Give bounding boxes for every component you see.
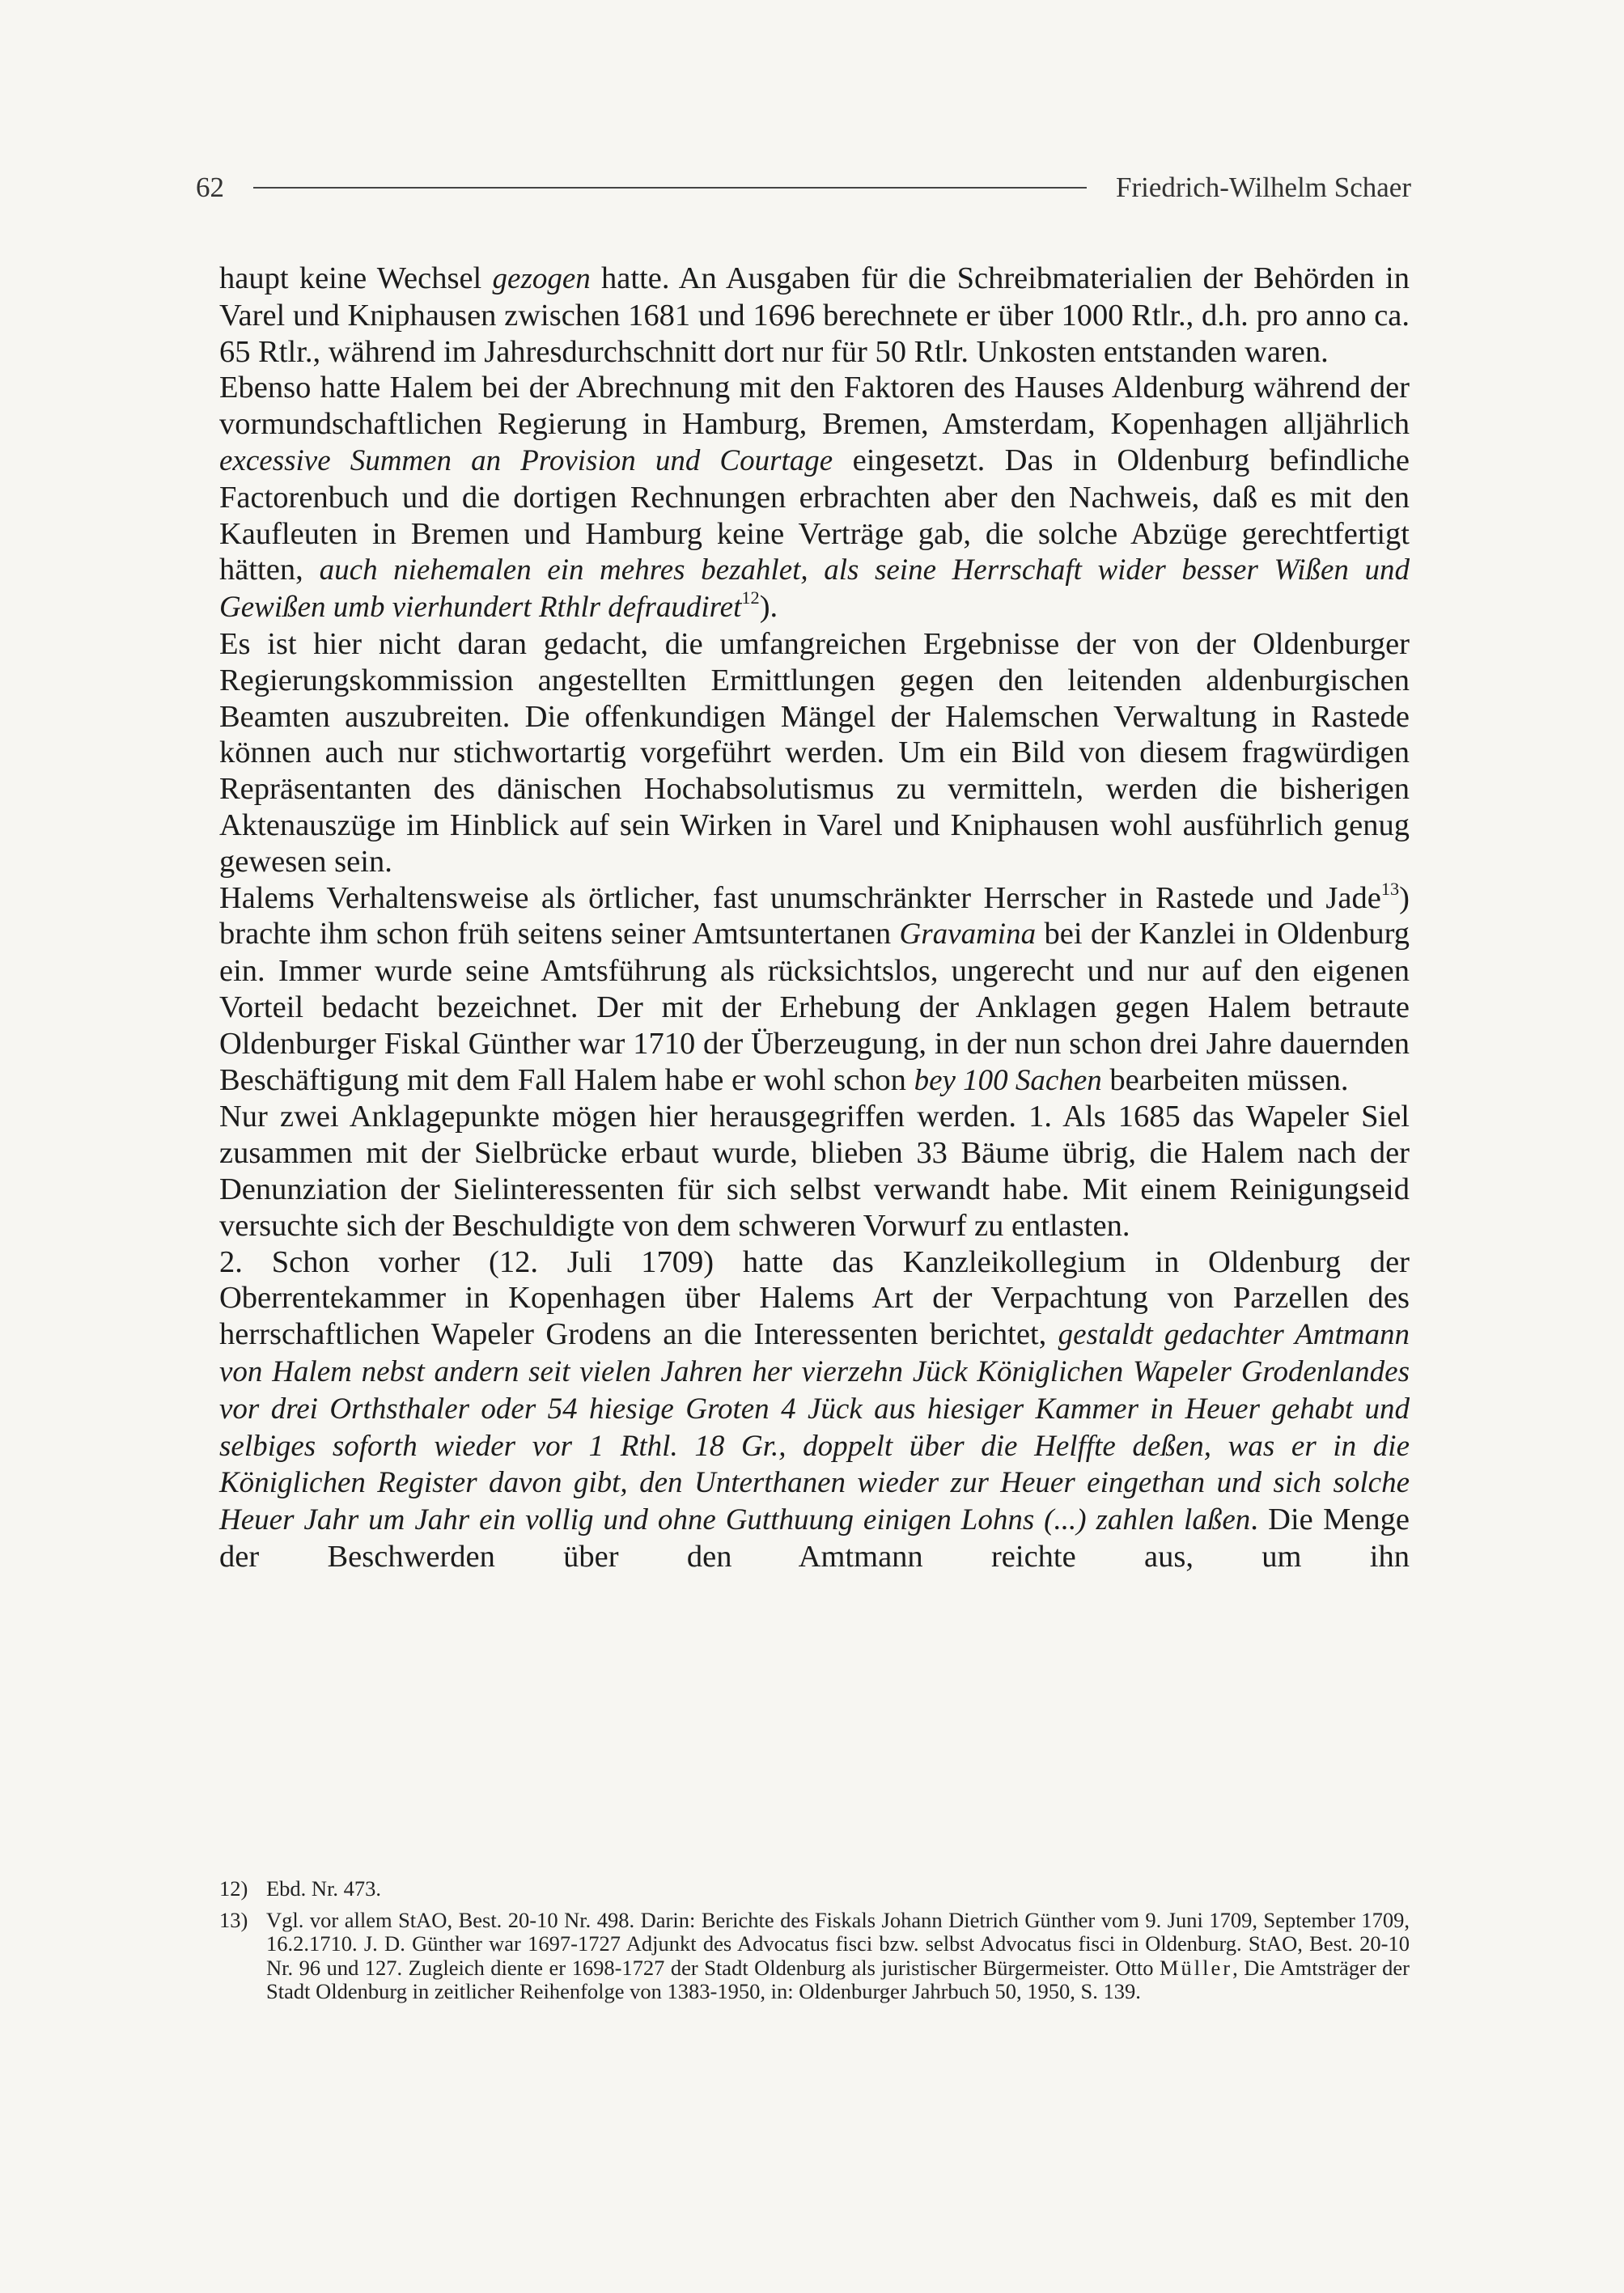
text-run: eingesetzt. Das in Oldenburg befindliche Factorenbuch und die dortigen Rechnungen erbrachten aber den Nachweis, daß es mit den Kaufleuten in Bremen und Hamburg keine Verträge gab, die solche Abzüge gerechtfertigt hätten, (219, 443, 1410, 587)
text-run: hatte. An Ausgaben für die Schreibmaterialien der Behörden in Varel und Kniphausen zwischen 1681 und 1696 berechnete er über 1000 Rtlr., d.h. pro anno ca. 65 Rtlr., während im Jahresdurchschnitt dort nur für 50 Rtlr. Unkosten entstanden waren. (219, 261, 1410, 369)
paragraph-1 (219, 261, 1410, 370)
footnote-13 (219, 1909, 1410, 2004)
italic-quote: gestaldt gedachter Amtmann von Halem nebst andern seit vielen Jahren her vierzehn Jück Königlichen Wapeler Grodenlandes vor drei Orthsthaler oder 54 hiesige Groten 4 Jück aus hiesiger Kammer in Heuer gehabt und selbiges soforth wieder vor 1 Rthl. 18 Gr., doppelt über die Helffte deßen, was er in die Königlichen Register davon gibt, den Unterthanen wieder zur Heuer eingethan und sich solche Heuer Jahr um Jahr ein vollig und ohne Gutthuung einigen Lohns (...) zahlen laßen (219, 1318, 1410, 1537)
paragraph-3: Es ist hier nicht daran gedacht, die umfangreichen Ergebnisse der von der Oldenburger Regierungskommission angestellten Ermittlungen gegen den leitenden aldenburgischen Beamten auszubreiten. Die offenkundigen Mängel der Halemschen Verwaltung in Rastede können auch nur stichwortartig vorgeführt werden. Um ein Bild von diesem fragwürdigen Repräsentanten des dänischen Hochabsolutismus zu vermitteln, werden die bisherigen Aktenauszüge im Hinblick auf sein Wirken in Varel und Kniphausen wohl ausführlich genug gewesen sein. (219, 626, 1410, 879)
footnote-number: 13) (219, 1907, 248, 1932)
text-run: ) brachte ihm schon früh seitens seiner Amtsuntertanen (219, 880, 1410, 952)
author-name-spaced: Müller (1159, 1955, 1233, 1980)
text-run: Vgl. vor allem StAO, Best. 20-10 Nr. 498. Darin: Berichte des Fiskals Johann Dietrich Günther vom 9. Juni 1709, September 1709, 16.2.1710. J. D. Günther war 1697-1727 Adjunkt des Advocatus fisci bzw. selbst Advocatus fisci in Oldenburg. StAO, Best. 20-10 Nr. 96 und 127. Zugleich diente er 1698-1727 der Stadt Oldenburg als juristischer Bürgermeister. Otto (266, 1907, 1410, 1980)
main-text (219, 261, 1410, 1575)
text-run: , Die Amtsträger der Stadt Oldenburg in zeitlicher Reihenfolge von 1383-1950, in: Oldenburger Jahrbuch 50, 1950, S. 139. (266, 1955, 1410, 2003)
footnote-text (266, 1909, 1410, 2004)
italic-quote: excessive Summen an Provision und Courtage (219, 443, 833, 477)
text-run: 2. Schon vorher (12. Juli 1709) hatte das Kanzleikollegium in Oldenburg der Oberrentekammer in Kopenhagen über Halems Art der Verpachtung von Parzellen des herrschaftlichen Wapeler Grodens an die Interessenten berichtet, (219, 1244, 1410, 1352)
paragraph-4 (219, 880, 1410, 1100)
paragraph-5: Nur zwei Anklagepunkte mögen hier herausgegriffen werden. 1. Als 1685 das Wapeler Siel zusammen mit der Sielbrücke erbaut wurde, blieben 33 Bäume übrig, die Halem nach der Denunziation der Sielinteressenten für sich selbst verwandt habe. Mit einem Reinigungseid versuchte sich der Beschuldigte von dem schweren Vorwurf zu entlasten. (219, 1100, 1410, 1243)
paragraph-6 (219, 1244, 1410, 1575)
text-run: Ebenso hatte Halem bei der Abrechnung mit den Faktoren des Hauses Aldenburg während der vormundschaftlichen Regierung in Hamburg, Bremen, Amsterdam, Kopenhagen alljährlich (219, 371, 1410, 442)
page-number: 62 (196, 172, 224, 203)
italic-quote: auch niehemalen ein mehres bezahlet, als seine Herrschaft wider besser Wißen und Gewißen umb vierhundert Rthlr defraudiret (219, 553, 1410, 625)
paragraph-2 (219, 370, 1410, 626)
running-title: Friedrich-Wilhelm Schaer (1116, 172, 1411, 203)
italic-quote: bey 100 Sachen (914, 1063, 1102, 1097)
text-run: bearbeiten müssen. (1101, 1062, 1349, 1097)
footnote-text: Ebd. Nr. 473. (266, 1876, 382, 1901)
text-run: ). (759, 590, 778, 625)
footnote-ref-12[interactable]: 12 (741, 587, 760, 608)
text-run: Halems Verhaltensweise als örtlicher, fast unumschränkter Herrscher in Rastede und Jade (219, 880, 1381, 915)
text-run: haupt keine Wechsel (219, 261, 493, 295)
footnote-12 (219, 1877, 1410, 1901)
running-header (196, 172, 1411, 204)
footnote-ref-13[interactable]: 13 (1380, 878, 1400, 899)
italic-term: Gravamina (899, 918, 1037, 952)
text-run: . Die Menge der Beschwerden über den Amtmann reichte aus, um ihn (219, 1503, 1410, 1574)
footnote-number: 12) (219, 1876, 248, 1901)
italic-quote: gezogen (492, 262, 591, 295)
header-rule (253, 187, 1087, 189)
footnotes (219, 1877, 1410, 2011)
text-run: bei der Kanzlei in Oldenburg ein. Immer wurde seine Amtsführung als rücksichtslos, ungerecht und nur auf den eigenen Vorteil bedacht bezeichnet. Der mit der Erhebung der Anklagen gegen Halem betraute Oldenburger Fiskal Günther war 1710 der Überzeugung, in der nun schon drei Jahre dauernden Beschäftigung mit dem Fall Halem habe er wohl schon (219, 917, 1410, 1097)
